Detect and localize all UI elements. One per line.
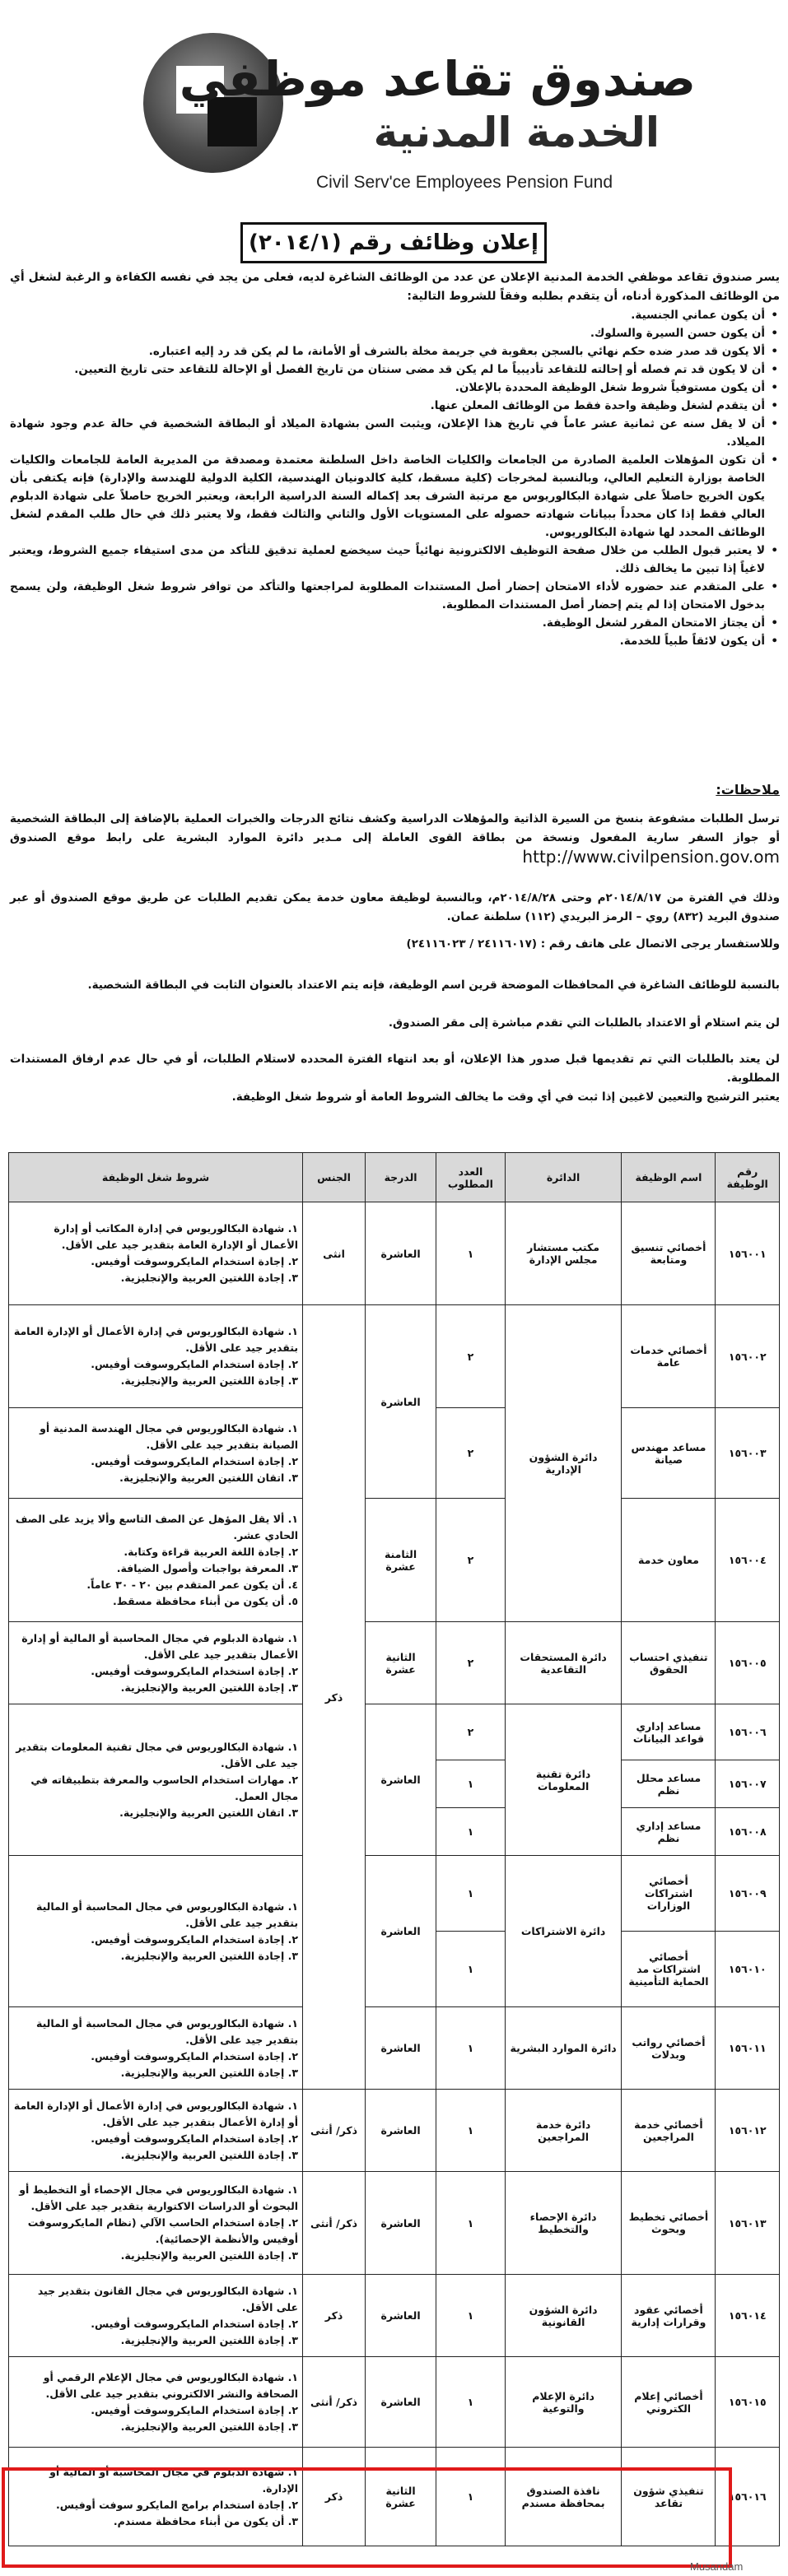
note-item: وللاستفسار يرجى الاتصال على هاتف رقم : (٢٤١١٦٠١٧ / ٢٤١١٦٠٢٣) <box>406 937 780 951</box>
cell-dept: دائرة تقنية المعلومات <box>505 1704 622 1856</box>
cell-dept: مكتب مستشار مجلس الإدارة <box>505 1202 622 1305</box>
requirement-line: ٢. إجادة استخدام الحاسب الآلي (نظام المايكروسوفت أوفيس والأنظمة الإحصائية). <box>27 2216 299 2245</box>
table-row <box>9 1704 780 1760</box>
cell-grade: العاشرة <box>366 2172 436 2275</box>
cell-grade: الثامنة عشرة <box>366 1499 436 1622</box>
cell-job-name: أخصائي خدمات عامة <box>622 1305 716 1408</box>
cell-job-name: معاون خدمة <box>622 1499 716 1622</box>
jobs-table <box>8 1152 780 2546</box>
notes-heading: ملاحظات: <box>716 782 780 797</box>
cell-grade: العاشرة <box>366 2275 436 2357</box>
requirement-line: ٢. إجادة استخدام المايكروسوفت أوفيس. <box>91 1664 299 1677</box>
table-row <box>9 1499 780 1622</box>
requirement-line: ٢. إجادة استخدام المايكروسوفت أوفيس. <box>91 1358 299 1370</box>
col-header-grade: الدرجة <box>366 1153 436 1202</box>
cell-job-name: تنفيذي احتساب الحقوق <box>622 1622 716 1704</box>
requirement-line: ٣. اتقان اللغتين العربية والإنجليزية. <box>119 1806 299 1819</box>
cell-sex: ذكر <box>303 2448 366 2546</box>
cell-requirements <box>9 2007 303 2090</box>
cell-count: ١ <box>436 2007 506 2090</box>
table-row <box>9 2007 780 2090</box>
requirement-line: ٢. إجادة اللغة العربية قراءة وكتابة. <box>124 1545 299 1558</box>
cell-count: ١ <box>436 1932 506 2007</box>
cell-requirements <box>9 1622 303 1704</box>
col-header-dept: الدائرة <box>505 1153 622 1202</box>
condition-item: • على المتقدم عند حضوره لأداء الامتحان إحضار أصل المستندات المطلوبة لمراجعتها والتأكد من توافر شروط شغل الوظيفة، ولن يسمح بدخول الامتحان إذا لم يتم إحضار أصل المستندات المطلوبة. <box>10 578 780 614</box>
note-item: يعتبر الترشيح والتعيين لاغيين إذا ثبت في أي وقت ما يخالف الشروط العامة أو شروط شغل الوظيفة. <box>231 1090 780 1104</box>
cell-job-name: أخصائي خدمة المراجعين <box>622 2090 716 2172</box>
cell-grade: العاشرة <box>366 2090 436 2172</box>
cell-count: ٢ <box>436 1305 506 1408</box>
cell-dept: دائرة الإعلام والتوعية <box>505 2357 622 2448</box>
cell-requirements <box>9 2275 303 2357</box>
cell-grade: العاشرة <box>366 1305 436 1499</box>
cell-job-name: أخصائي اشتراكات الوزارات <box>622 1856 716 1932</box>
requirement-line: ٣. إجادة اللغتين العربية والإنجليزية. <box>120 2249 299 2262</box>
cell-job-no: ١٥٦٠١٠ <box>716 1932 780 2007</box>
table-row <box>9 2172 780 2275</box>
cell-count: ١ <box>436 1808 506 1856</box>
note-item: بالنسبة للوظائف الشاغرة في المحافظات الموضحة قرين اسم الوظيفة، فإنه يتم الاعتداد بالعنوان الثابت في البطاقة الشخصية. <box>87 979 780 992</box>
org-name-en: Civil Serv'ce Employees Pension Fund <box>316 173 613 192</box>
table-row <box>9 2357 780 2448</box>
org-name-ar-line2: الخدمة المدنية <box>373 109 660 156</box>
requirement-line: ٣. إجادة اللغتين العربية والإنجليزية. <box>120 2333 299 2346</box>
requirement-line: ٤. أن يكون عمر المتقدم بين ٢٠ - ٣٠ عاماً. <box>86 1578 299 1591</box>
requirement-line: ٣. إجادة اللغتين العربية والإنجليزية. <box>120 1681 299 1694</box>
condition-item: • أن لا يكون قد تم فصله أو إحالته للتقاعد تأديبياً ما لم يكن قد مضى سنتان من تاريخ الفصل أو الإحالة للتقاعد حتى تاريخ التعيين. <box>10 360 780 379</box>
cell-job-no: ١٥٦٠١٣ <box>716 2172 780 2275</box>
cell-job-name: مساعد إداري قواعد البيانات <box>622 1704 716 1760</box>
cell-job-no: ١٥٦٠٠٢ <box>716 1305 780 1408</box>
cell-job-no: ١٥٦٠٠١ <box>716 1202 780 1305</box>
note-item: ترسل الطلبات مشفوعة بنسخ من السيرة الذاتية والمؤهلات الدراسية وكشف نتائج الدرجات والخبرات العملية بالإضافة إلى البطاقة الشخصية أو جواز السفر سارية المفعول ونسخة من بطاقة القوى العاملة إلى مـدير دائرة الموارد البشرية على رابط موقع الصندوق http://www.civilpension.gov.om <box>10 812 780 867</box>
watermark: Musandam <box>690 2560 744 2573</box>
table-header-row <box>9 1153 780 1202</box>
requirement-line: ٢. إجادة استخدام المايكروسوفت أوفيس. <box>91 2049 299 2062</box>
requirement-line: ٣. المعرفة بواجبات وأصول الضيافة. <box>116 1561 299 1574</box>
condition-item: • ألا يكون قد صدر ضده حكم نهائي بالسجن بعقوبة في جريمة مخلة بالشرف أو الأمانة، ما لم يكن قد رد إليه اعتباره. <box>10 342 780 360</box>
cell-requirements <box>9 2172 303 2275</box>
condition-item: • لا يعتبر قبول الطلب من خلال صفحة التوظيف الالكترونية نهائياً حيث سيخضع لعملية تدقيق للتأكد من مدى استيفاء جميع الشروط، ويعتبر لاغياً إذا تبين ما يخالف ذلك. <box>10 542 780 578</box>
cell-grade: العاشرة <box>366 2007 436 2090</box>
requirement-line: ٢. إجادة استخدام المايكروسوفت أوفيس. <box>91 2403 299 2416</box>
condition-item: • أن يكون حسن السيرة والسلوك. <box>10 324 780 342</box>
cell-sex: ذكر/ أنثى <box>303 2172 366 2275</box>
requirement-line: ٢. إجادة استخدام المايكروسوفت أوفيس. <box>91 1454 299 1467</box>
note-item: لن يعتد بالطلبات التي تم تقديمها قبل صدور هذا الإعلان، أو بعد انتهاء الفترة المحدده لاستلام الطلبات، أو في حال عدم ارفاق المستندات المطلوبة. <box>10 1053 780 1085</box>
table-row <box>9 1305 780 1408</box>
cell-requirements <box>9 1704 303 1856</box>
cell-dept: دائرة الإحصاء والتخطيط <box>505 2172 622 2275</box>
cell-job-no: ١٥٦٠١١ <box>716 2007 780 2090</box>
intro-paragraph: يسر صندوق تقاعد موظفي الخدمة المدنية الإعلان عن عدد من الوظائف الشاغرة لديه، فعلى من يجد في نفسه الكفاءة و الرغبة لشغل أي من الوظائف المذكورة أدناه، أن يتقدم بطلبه وفقاً للشروط التالية: <box>10 271 780 303</box>
cell-count: ١ <box>436 1202 506 1305</box>
col-header-count: العدد المطلوب <box>436 1153 506 1202</box>
requirement-line: ١. شهادة البكالوريوس في إدارة المكاتب أو إدارة الأعمال أو الإدارة العامة بتقدير جيد على الأقل. <box>54 1222 299 1251</box>
table-row <box>9 2275 780 2357</box>
cell-job-name: أخصائي إعلام الكتروني <box>622 2357 716 2448</box>
cell-sex: ذكر/ أنثى <box>303 2357 366 2448</box>
requirement-line: ١. شهادة البكالوريوس في مجال تقنية المعلومات بتقدير جيد على الأقل. <box>16 1740 299 1769</box>
requirement-line: ١. شهادة الدبلوم في مجال المحاسبة أو المالية أو إدارة الأعمال بتقدير جيد على الأقل. <box>21 1631 299 1661</box>
cell-requirements <box>9 2357 303 2448</box>
cell-job-no: ١٥٦٠٠٥ <box>716 1622 780 1704</box>
col-header-sex: الجنس <box>303 1153 366 1202</box>
requirement-line: ٢. إجادة استخدام برامج المايكرو سوفت أوفيس. <box>56 2498 299 2511</box>
cell-sex: ذكر <box>303 1305 366 2090</box>
jobs-table-body <box>9 1202 780 2546</box>
letterhead <box>0 0 788 214</box>
cell-job-name: أخصائي عقود وقرارات إدارية <box>622 2275 716 2357</box>
cell-grade: العاشرة <box>366 2357 436 2448</box>
cell-grade: العاشرة <box>366 1704 436 1856</box>
requirement-line: ٢. إجادة استخدام المايكروسوفت أوفيس. <box>91 2317 299 2330</box>
condition-item: • أن يكون عماني الجنسية. <box>10 306 780 324</box>
cell-grade: العاشرة <box>366 1202 436 1305</box>
cell-count: ٢ <box>436 1499 506 1622</box>
cell-job-no: ١٥٦٠٠٦ <box>716 1704 780 1760</box>
website-link[interactable]: http://www.civilpension.gov.om <box>522 847 780 867</box>
cell-job-name: أخصائي رواتب وبدلات <box>622 2007 716 2090</box>
requirement-line: ٣. اتقان اللغتين العربية والإنجليزية. <box>119 1471 299 1484</box>
cell-count: ١ <box>436 2357 506 2448</box>
requirement-line: ٢. إجادة استخدام المايكروسوفت أوفيس. <box>91 1255 299 1267</box>
org-name-ar-line1: صندوق تقاعد موظفي <box>179 51 696 107</box>
cell-grade: العاشرة <box>366 1856 436 2007</box>
cell-count: ٢ <box>436 1408 506 1499</box>
cell-job-no: ١٥٦٠٠٨ <box>716 1808 780 1856</box>
cell-count: ١ <box>436 2275 506 2357</box>
cell-count: ١ <box>436 2090 506 2172</box>
requirement-line: ١. شهادة الدبلوم في مجال المحاسبة أو المالية أو الإدارة. <box>49 2465 299 2495</box>
cell-count: ١ <box>436 2448 506 2546</box>
cell-count: ١ <box>436 1856 506 1932</box>
cell-requirements <box>9 1408 303 1499</box>
condition-item: • أن تكون المؤهلات العلمية الصادرة من الجامعات والكليات الخاصة داخل السلطنة معتمدة ومصدقة من المديرية العامة للجامعات والكليات الخاصة بوزارة التعليم العالي، وبالنسبة لمخرجات (كلية مسقط، كلية كالدونيان الهندسية، الكلية الدولية للهندسة والإدارة) فإنه يكتفى بأن يكون الخريج حاصلاً على شهادة البكالوريوس مع مرتبة الشرف بعد إكماله السنة الدراسية الرابعة، ويعتبر الخريج حاصلاً على شهادة الدبلوم العالي فقط إذا كان محدداً ببيانات شهادته حصوله على المستويات الأول والثاني والثالث فقط، ولا يعتبر ذلك في حال طلب المقدم لشغل الوظائف المحدد لها شهادة البكالوريوس. <box>10 451 780 542</box>
cell-job-no: ١٥٦٠١٢ <box>716 2090 780 2172</box>
cell-dept: دائرة الموارد البشرية <box>505 2007 622 2090</box>
cell-sex: ذكر/ أنثى <box>303 2090 366 2172</box>
cell-dept: دائرة الاشتراكات <box>505 1856 622 2007</box>
requirement-line: ٣. إجادة اللغتين العربية والإنجليزية. <box>120 2420 299 2433</box>
condition-item: • أن يتقدم لشغل وظيفة واحدة فقط من الوظائف المعلن عنها. <box>10 397 780 415</box>
requirement-line: ٣. إجادة اللغتين العربية والإنجليزية. <box>120 2066 299 2079</box>
table-row <box>9 1622 780 1704</box>
requirement-line: ١. شهادة البكالوريوس في إدارة الأعمال أو الإدارة العامة بتقدير جيد على الأقل. <box>13 1325 299 1354</box>
cell-dept: دائرة الشؤون القانونية <box>505 2275 622 2357</box>
cell-count: ١ <box>436 2172 506 2275</box>
cell-job-no: ١٥٦٠١٦ <box>716 2448 780 2546</box>
cell-job-name: أخصائي اشتراكات مد الحماية التأمينية <box>622 1932 716 2007</box>
cell-requirements <box>9 1856 303 2007</box>
table-row <box>9 1202 780 1305</box>
requirement-line: ١. شهادة البكالوريوس في مجال المحاسبة أو المالية بتقدير جيد على الأقل. <box>35 1899 299 1929</box>
cell-job-name: أخصائي تنسيق ومتابعة <box>622 1202 716 1305</box>
cell-dept: دائرة المستحقات التقاعدية <box>505 1622 622 1704</box>
conditions-list <box>10 306 780 650</box>
requirement-line: ١. ألا يقل المؤهل عن الصف التاسع وألا يزيد على الصف الحادي عشر. <box>15 1512 299 1541</box>
col-header-no: رقم الوظيفة <box>716 1153 780 1202</box>
cell-grade: الثانية عشرة <box>366 2448 436 2546</box>
cell-job-no: ١٥٦٠٠٩ <box>716 1856 780 1932</box>
requirement-line: ٥. أن يكون من أبناء محافظة مسقط. <box>113 1594 299 1607</box>
requirement-line: ١. شهادة البكالوريوس في مجال المحاسبة أو المالية بتقدير جيد على الأقل. <box>35 2016 299 2046</box>
cell-dept: نافذة الصندوق بمحافظة مسندم <box>505 2448 622 2546</box>
requirement-line: ١. شهادة البكالوريوس في مجال القانون بتقدير جيد على الأقل. <box>37 2284 299 2313</box>
cell-sex: انثى <box>303 1202 366 1305</box>
cell-job-no: ١٥٦٠٠٧ <box>716 1760 780 1808</box>
cell-job-no: ١٥٦٠٠٣ <box>716 1408 780 1499</box>
requirement-line: ٣. إجادة اللغتين العربية والإنجليزية. <box>120 2148 299 2161</box>
cell-dept: دائرة الشؤون الإدارية <box>505 1305 622 1622</box>
requirement-line: ١. شهادة البكالوريوس في مجال الهندسة المدنية أو الصيانة بتقدير جيد على الأقل. <box>40 1421 299 1451</box>
cell-job-name: مساعد محلل نظم <box>622 1760 716 1808</box>
cell-job-name: مساعد إداري نظم <box>622 1808 716 1856</box>
cell-job-no: ١٥٦٠١٥ <box>716 2357 780 2448</box>
requirement-line: ٢. إجادة استخدام المايكروسوفت أوفيس. <box>91 1932 299 1946</box>
announcement-title: إعلان وظائف رقم (٢٠١٤/١) <box>240 222 547 263</box>
col-header-requirements: شروط شغل الوظيفة <box>9 1153 303 1202</box>
requirement-line: ٣. إجادة اللغتين العربية والإنجليزية. <box>120 1949 299 1962</box>
cell-job-name: مساعد مهندس صيانة <box>622 1408 716 1499</box>
condition-item: • أن يكون مستوفياً شروط شغل الوظيفة المحددة بالإعلان. <box>10 379 780 397</box>
cell-requirements <box>9 2448 303 2546</box>
col-header-name: اسم الوظيفة <box>622 1153 716 1202</box>
cell-requirements <box>9 1202 303 1305</box>
condition-item: • أن لا يقل سنه عن ثمانية عشر عاماً في تاريخ هذا الإعلان، ويثبت السن بشهادة الميلاد أو البطاقة الشخصية في حالة عدم وجود شهادة الميلاد. <box>10 415 780 451</box>
cell-requirements <box>9 1305 303 1408</box>
table-row <box>9 2448 780 2546</box>
cell-sex: ذكر <box>303 2275 366 2357</box>
note-item: لن يتم استلام أو الاعتداد بالطلبات التي تقدم مباشرة إلى مقر الصندوق. <box>388 1016 780 1030</box>
cell-job-no: ١٥٦٠٠٤ <box>716 1499 780 1622</box>
note-item: وذلك في الفترة من ٢٠١٤/٨/١٧م وحتى ٢٠١٤/٨/٢٨م، وبالنسبة لوظيفة معاون خدمة يمكن تقديم الطلبات عن طريق موقع الصندوق أو عبر صندوق البريد (٨٣٢) روي – الرمز البريدي (١١٢) سلطنة عمان. <box>10 891 781 923</box>
requirement-line: ٢. إجادة استخدام المايكروسوفت أوفيس. <box>91 2132 299 2145</box>
cell-dept: دائرة خدمة المراجعين <box>505 2090 622 2172</box>
condition-item: • أن يجتاز الامتحان المقرر لشغل الوظيفة. <box>10 614 780 632</box>
requirement-line: ٣. إجادة اللغتين العربية والإنجليزية. <box>120 1374 299 1387</box>
cell-job-name: تنفيذي شؤون تقاعد <box>622 2448 716 2546</box>
requirement-line: ١. شهادة البكالوريوس في مجال الإعلام الرقمي أو الصحافة والنشر الالكتروني بتقدير جيد على الأقل. <box>43 2370 299 2400</box>
cell-count: ٢ <box>436 1704 506 1760</box>
requirement-line: ١. شهادة البكالوريوس في إدارة الأعمال أو الإدارة العامة أو إدارة الأعمال بتقدير جيد على الأقل. <box>13 2099 299 2128</box>
cell-requirements <box>9 1499 303 1622</box>
table-row <box>9 2090 780 2172</box>
cell-grade: الثانية عشرة <box>366 1622 436 1704</box>
cell-job-name: أخصائي تخطيط وبحوث <box>622 2172 716 2275</box>
requirement-line: ٣. أن يكون من أبناء محافظة مسندم. <box>113 2514 299 2527</box>
requirement-line: ٢. مهارات استخدام الحاسوب والمعرفة بتطبيقاته في مجال العمل. <box>30 1773 299 1802</box>
cell-count: ٢ <box>436 1622 506 1704</box>
condition-item: • أن يكون لائقاً طبياً للخدمة. <box>10 632 780 650</box>
requirement-line: ١. شهادة البكالوريوس في مجال الإحصاء أو التخطيط أو البحوث أو الدراسات الاكتوارية بتقدير جيد على الأقل. <box>19 2183 299 2212</box>
cell-job-no: ١٥٦٠١٤ <box>716 2275 780 2357</box>
cell-count: ١ <box>436 1760 506 1808</box>
requirement-line: ٣. إجادة اللغتين العربية والإنجليزية. <box>120 1272 299 1284</box>
table-row <box>9 1856 780 1932</box>
cell-requirements <box>9 2090 303 2172</box>
